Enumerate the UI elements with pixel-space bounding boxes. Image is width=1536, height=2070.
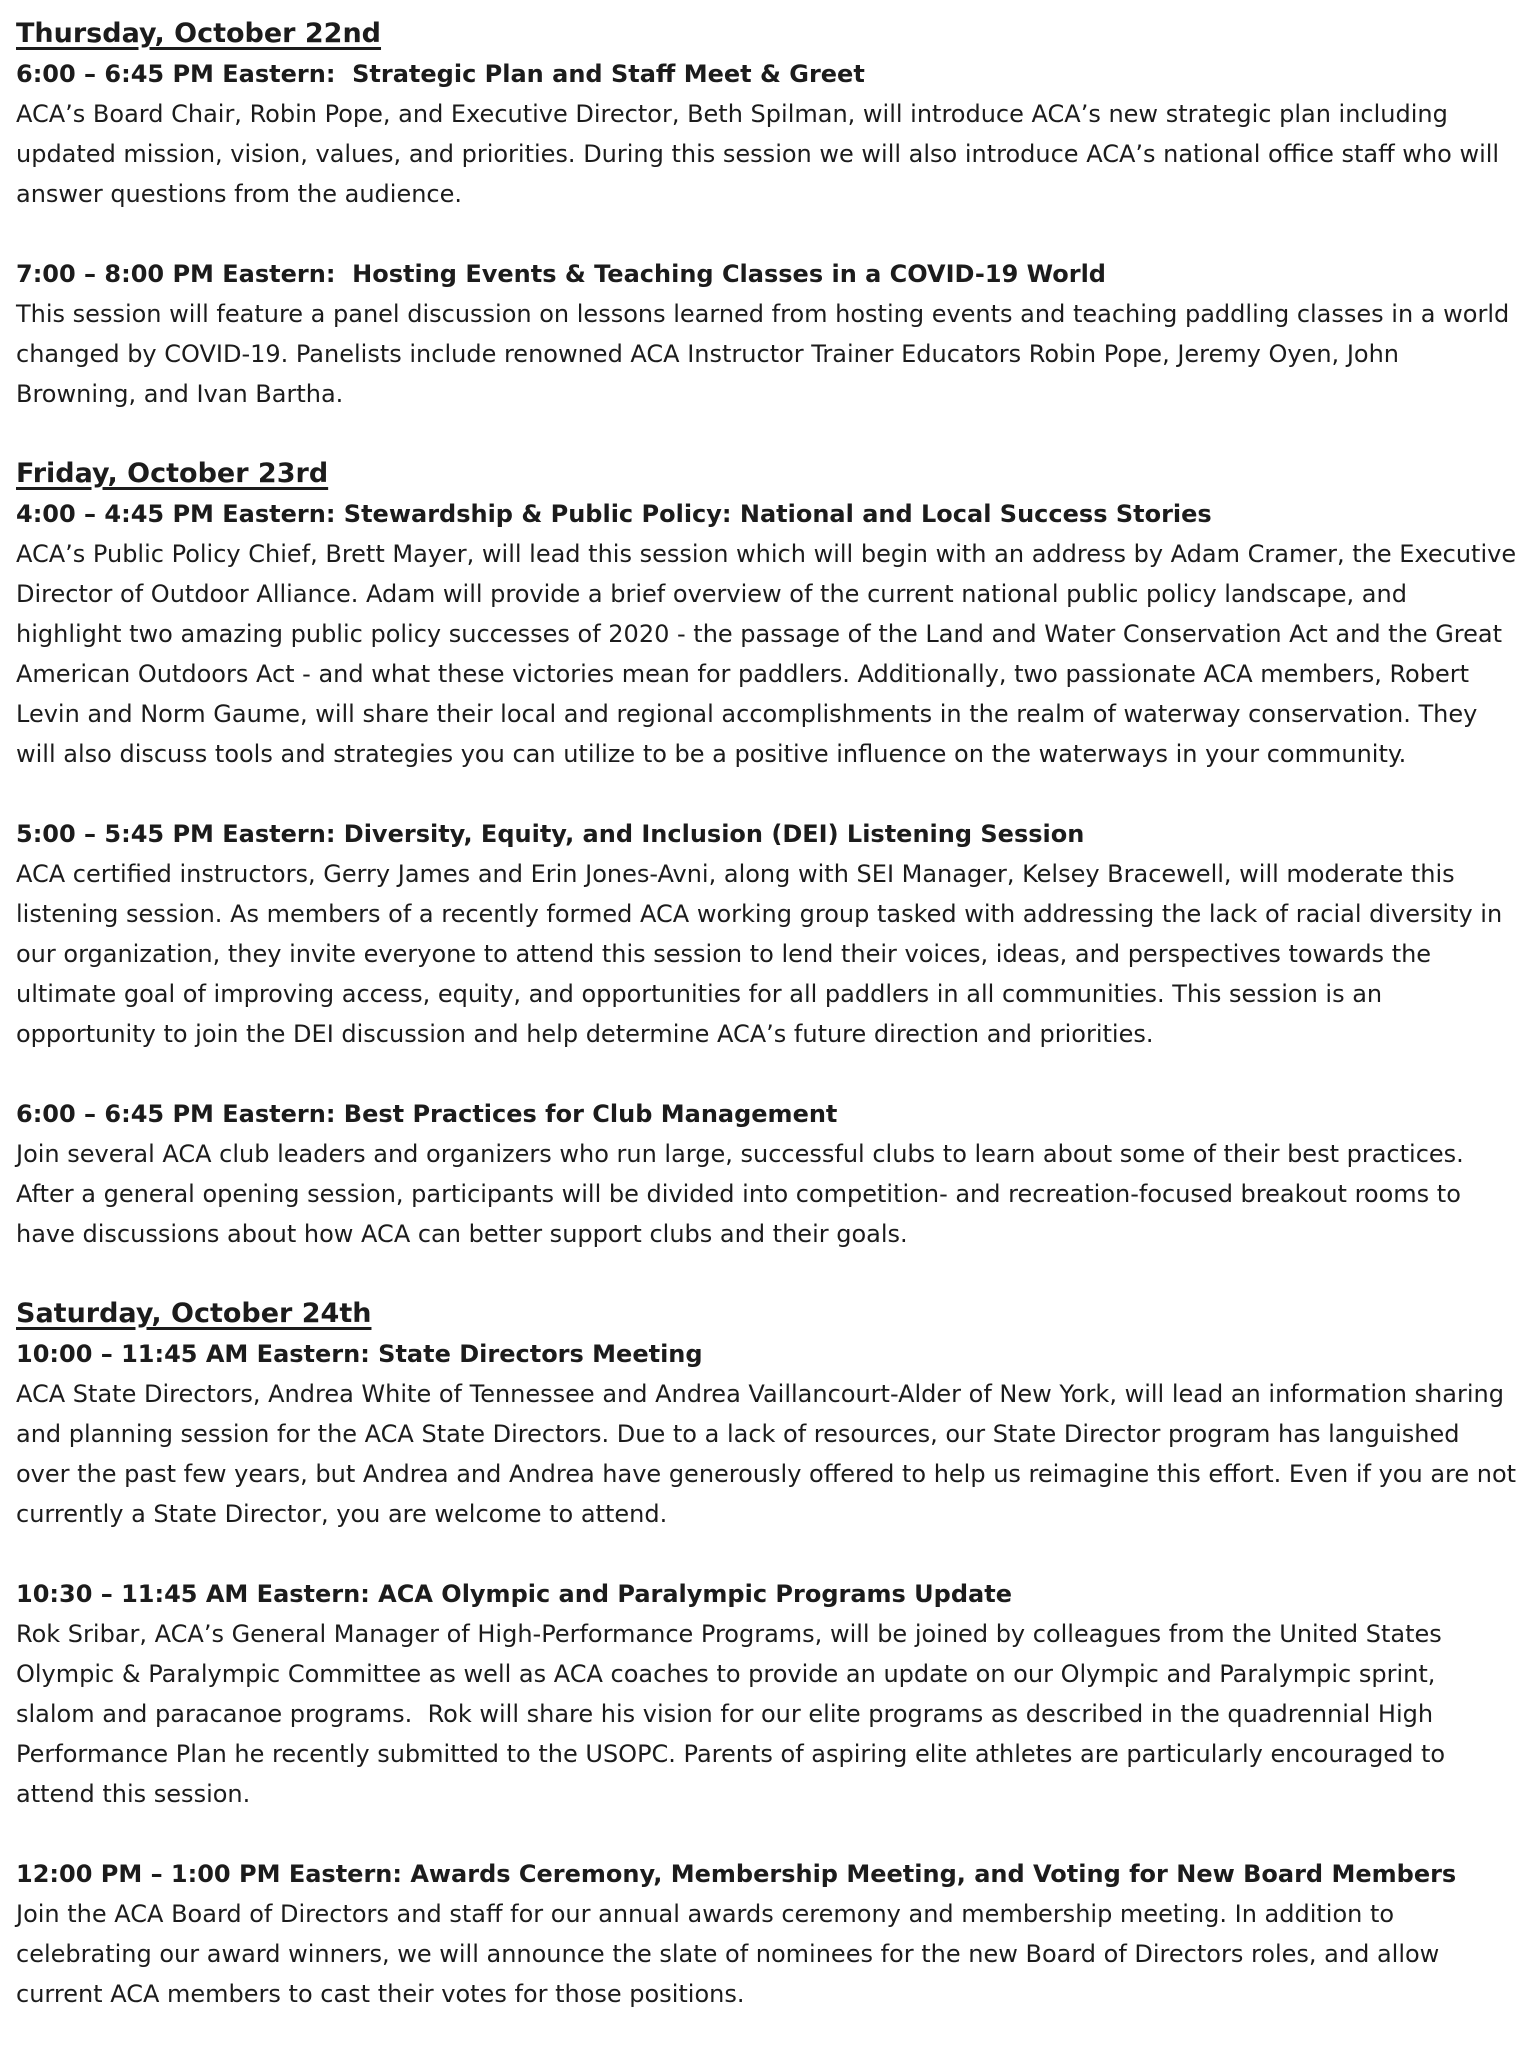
session — [16, 1334, 1524, 1534]
day-heading: Friday, October 23rd — [16, 458, 329, 489]
day-section-thursday — [16, 14, 1520, 414]
session-title: 10:30 – 11:45 AM Eastern: ACA Olympic and Paralympic Programs Update — [16, 1580, 1012, 1608]
session-description: Rok Sribar, ACA’s General Manager of High-Performance Programs, will be joined by colleagues from the United States Olympic & Paralympic Committee as well as ACA coaches to provide an update on our Olympic and Paralympic sprint, slalom and paracanoe programs. Rok will share his vision for our elite programs as described in the quadrennial High Performance Plan he recently submitted to the USOPC. Parents of aspiring elite athletes are particularly encouraged to attend this session. — [16, 1620, 1453, 1808]
session — [16, 1854, 1520, 2014]
session-description: Join the ACA Board of Directors and staff for our annual awards ceremony and membership meeting. In addition to celebrating our award winners, we will announce the slate of nominees for the new Board of Directors roles, and allow current ACA members to cast their votes for those positions. — [16, 1900, 1447, 2008]
day-section-saturday — [16, 1294, 1524, 2014]
session-description: ACA State Directors, Andrea White of Tennessee and Andrea Vaillancourt-Alder of New York, will lead an information sharing and planning session for the ACA State Directors. Due to a lack of resources, our State Director program has languished over the past few years, but Andrea and Andrea have generously offered to help us reimagine this effort. Even if you are not currently a State Director, you are welcome to attend. — [16, 1380, 1524, 1528]
session — [16, 1094, 1520, 1254]
session — [16, 814, 1520, 1054]
session-title: 12:00 PM – 1:00 PM Eastern: Awards Ceremony, Membership Meeting, and Voting for New Board Members — [16, 1860, 1457, 1888]
session-title: 5:00 – 5:45 PM Eastern: Diversity, Equity, and Inclusion (DEI) Listening Session — [16, 820, 1085, 848]
session-title: 6:00 – 6:45 PM Eastern: Strategic Plan and Staff Meet & Greet — [16, 60, 865, 88]
session-description: This session will feature a panel discussion on lessons learned from hosting events and teaching paddling classes in a world changed by COVID-19. Panelists include renowned ACA Instructor Trainer Educators Robin Pope, Jeremy Oyen, John Browning, and Ivan Bartha. — [16, 300, 1517, 408]
session — [16, 254, 1520, 414]
session-title: 4:00 – 4:45 PM Eastern: Stewardship & Public Policy: National and Local Success Stories — [16, 500, 1212, 528]
day-heading: Saturday, October 24th — [16, 1298, 372, 1329]
day-heading: Thursday, October 22nd — [16, 18, 382, 49]
session — [16, 1574, 1520, 1814]
session-title: 7:00 – 8:00 PM Eastern: Hosting Events & Teaching Classes in a COVID-19 World — [16, 260, 1106, 288]
session-description: ACA’s Public Policy Chief, Brett Mayer, will lead this session which will begin with an address by Adam Cramer, the Executive Director of Outdoor Alliance. Adam will provide a brief overview of the current national public policy landscape, and highlight two amazing public policy successes of 2020 - the passage of the Land and Water Conservation Act and the Great American Outdoors Act - and what these victories mean for paddlers. Additionally, two passionate ACA members, Robert Levin and Norm Gaume, will share their local and regional accomplishments in the realm of waterway conservation. They will also discuss tools and strategies you can utilize to be a positive influence on the waterways in your community. — [16, 540, 1524, 768]
session-title: 6:00 – 6:45 PM Eastern: Best Practices for Club Management — [16, 1100, 838, 1128]
session-description: Join several ACA club leaders and organizers who run large, successful clubs to learn about some of their best practices. After a general opening session, participants will be divided into competition- and recreation-focused breakout rooms to have discussions about how ACA can better support clubs and their goals. — [16, 1140, 1472, 1248]
session-description: ACA’s Board Chair, Robin Pope, and Executive Director, Beth Spilman, will introduce ACA’s new strategic plan including updated mission, vision, values, and priorities. During this session we will also introduce ACA’s national office staff who will answer questions from the audience. — [16, 100, 1507, 208]
session — [16, 54, 1520, 214]
day-section-friday — [16, 454, 1524, 1254]
session-description: ACA certified instructors, Gerry James and Erin Jones-Avni, along with SEI Manager, Kelsey Bracewell, will moderate this listening session. As members of a recently formed ACA working group tasked with addressing the lack of racial diversity in our organization, they invite everyone to attend this session to lend their voices, ideas, and perspectives towards the ultimate goal of improving access, equity, and opportunities for all paddlers in all communities. This session is an opportunity to join the DEI discussion and help determine ACA’s future direction and priorities. — [16, 860, 1510, 1048]
session — [16, 494, 1524, 774]
session-title: 10:00 – 11:45 AM Eastern: State Directors Meeting — [16, 1340, 703, 1368]
